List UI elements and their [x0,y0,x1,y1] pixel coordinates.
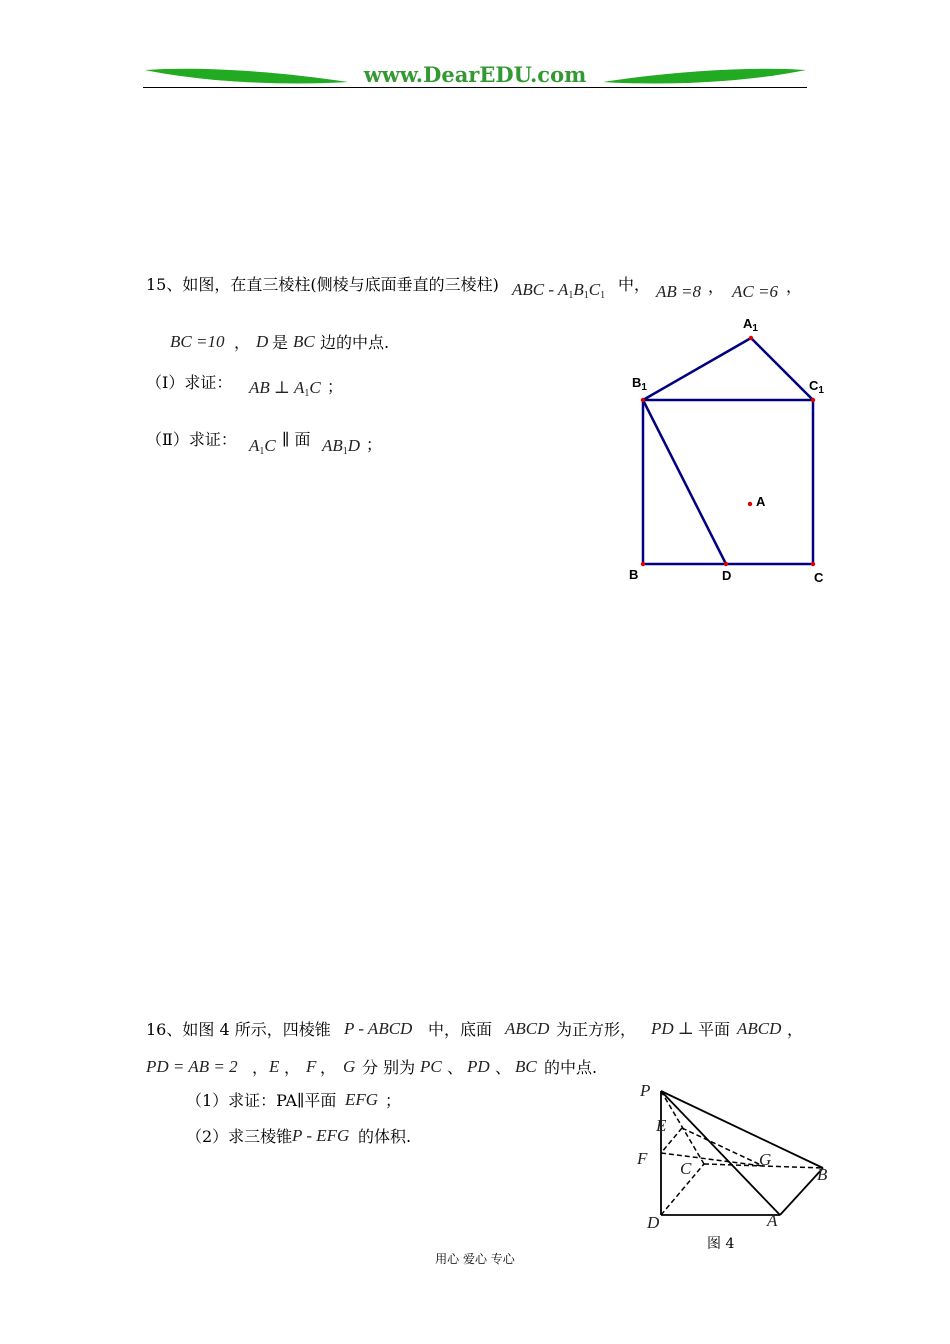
label-sub: 1 [641,382,647,393]
q16-part1-a: （1）求证：PA∥平面 [186,1091,337,1110]
q16-part2-b: 的体积. [358,1127,412,1146]
q15-part2-math-d: D [347,436,361,455]
edge-b1-a1 [643,338,751,400]
q16-label-b: B [817,1165,828,1184]
q16-part1-b: ； [385,1091,402,1110]
q16-label-f: F [637,1149,648,1168]
label-b1-text: B [632,375,642,390]
header-leaf-right-icon [598,64,808,88]
label-a1-text: A [743,316,753,331]
q15-part2-math-1 [249,436,276,457]
q15-prism-name [512,280,605,301]
q16-line1-a: 16、如图 4 所示，四棱锥 [146,1020,331,1039]
q15-part1-label: （Ⅰ）求证： [146,373,233,392]
q15-prism-b: B [573,280,584,299]
q16-part2-m: P - EFG [292,1126,350,1145]
q16-part1-m: EFG [345,1090,379,1109]
q16-line2-m2: E [269,1057,280,1076]
q16-line2-s5: 、 [495,1058,512,1077]
q16-line2-m4: G [343,1057,356,1076]
q15-bc: BC =10 [170,332,225,351]
q16-line2-m7: BC [515,1057,537,1076]
header-leaf-left-icon [143,64,353,88]
sub: 1 [304,388,310,399]
q15-label-c1 [809,378,824,396]
q15-d: D [256,332,269,351]
point-c [811,562,815,566]
q16-line1-m2: ABCD [505,1019,550,1038]
q16-line2-m5: PC [420,1057,442,1076]
point-b1 [641,398,645,402]
q16-line2-s4: 、 [447,1058,464,1077]
q16-label-p: P [640,1081,651,1100]
q15-part2-math-b: C [264,436,276,455]
q15-comma-c: ， [234,333,251,352]
q16-line2-m1: PD = AB = 2 [146,1057,238,1076]
q16-label-c: C [680,1159,692,1178]
q15-part1-math-a: AB ⊥ A [249,378,305,397]
q16-line2-s1: ， [252,1058,269,1077]
point-d [724,562,728,566]
q16-line2-s3: ， [320,1058,337,1077]
sub: 1 [600,290,606,301]
q16-line1-c: 为正方形， [556,1020,637,1039]
q15-prism-c: C [588,280,601,299]
q16-line1-m4: ABCD [737,1019,782,1038]
point-b [641,562,645,566]
q15-comma-b: ， [786,277,803,296]
q15-label-d: D [722,568,732,583]
q16-part2-a: （2）求三棱锥 [186,1127,293,1146]
q15-part1-math [249,378,321,399]
q16-label-g: G [759,1150,772,1169]
q16-label-d: D [647,1213,660,1232]
q16-label-e: E [656,1116,667,1135]
q15-line1 [146,272,499,295]
q15-zhong: 中， [618,275,651,294]
q16-line2-s2: ， [284,1058,301,1077]
sub: 1 [568,290,574,301]
q15-ab: AB =8 [656,282,701,301]
q15-intro: 15、如图，在直三棱柱(侧棱与底面垂直的三棱柱) [146,275,499,294]
sub: 1 [583,290,589,301]
q15-figure [620,312,860,592]
q15-label-c: C [814,570,824,585]
q15-prism-a: ABC - A [512,280,569,299]
label-sub: 1 [752,323,758,334]
header-rule [143,87,807,88]
q15-label-a1 [743,316,758,334]
label-sub: 1 [818,385,824,396]
q16-figure [630,1080,830,1240]
q16-line1-e: ， [787,1020,804,1039]
q15-label-a: A [756,494,766,509]
q15-comma-a: ， [708,277,725,296]
q15-part1-math-b: C [309,378,321,397]
sub: 1 [342,446,348,457]
q16-figure-caption: 图 4 [707,1236,735,1252]
point-a1 [749,336,753,340]
q15-part1-semicolon: ； [327,377,344,396]
q16-line1-d: 平面 [698,1020,731,1039]
q16-line2-a: 分 别为 [362,1058,416,1077]
header-logo: www.DearEDU.com [363,62,587,87]
q15-midpoint: 边的中点. [320,333,390,352]
q16-line1-m1: P - ABCD [344,1019,413,1038]
q15-label-b: B [629,567,639,582]
q15-part2-math-c: AB [322,436,343,455]
label-c1-text: C [809,378,819,393]
q16-label-a: A [767,1211,778,1230]
q15-part2-label: （Ⅱ）求证： [146,430,237,449]
q15-part2-math-2 [322,436,360,457]
q16-line2-b: 的中点. [544,1058,598,1077]
q16-line1-b: 中，底面 [428,1020,493,1039]
edge-b1-d [643,400,726,564]
point-a [748,502,752,506]
q15-label-b1 [632,375,647,393]
q16-line2-m3: F [306,1057,317,1076]
q15-ac: AC =6 [732,282,778,301]
q15-bc2: BC [293,332,315,351]
q15-part2-math-a: A [249,436,260,455]
q16-line2-m6: PD [467,1057,490,1076]
footer-text: 用心 爱心 专心 [435,1252,515,1266]
sub: 1 [259,446,265,457]
q16-line1-m3: PD ⊥ [651,1019,694,1038]
header [143,62,807,92]
edge-a1-c1 [751,338,813,400]
q15-part2-semicolon: ； [366,435,383,454]
q15-shi: 是 [272,333,289,352]
point-c1 [811,398,815,402]
q15-parallel: ∥ 面 [282,430,311,449]
